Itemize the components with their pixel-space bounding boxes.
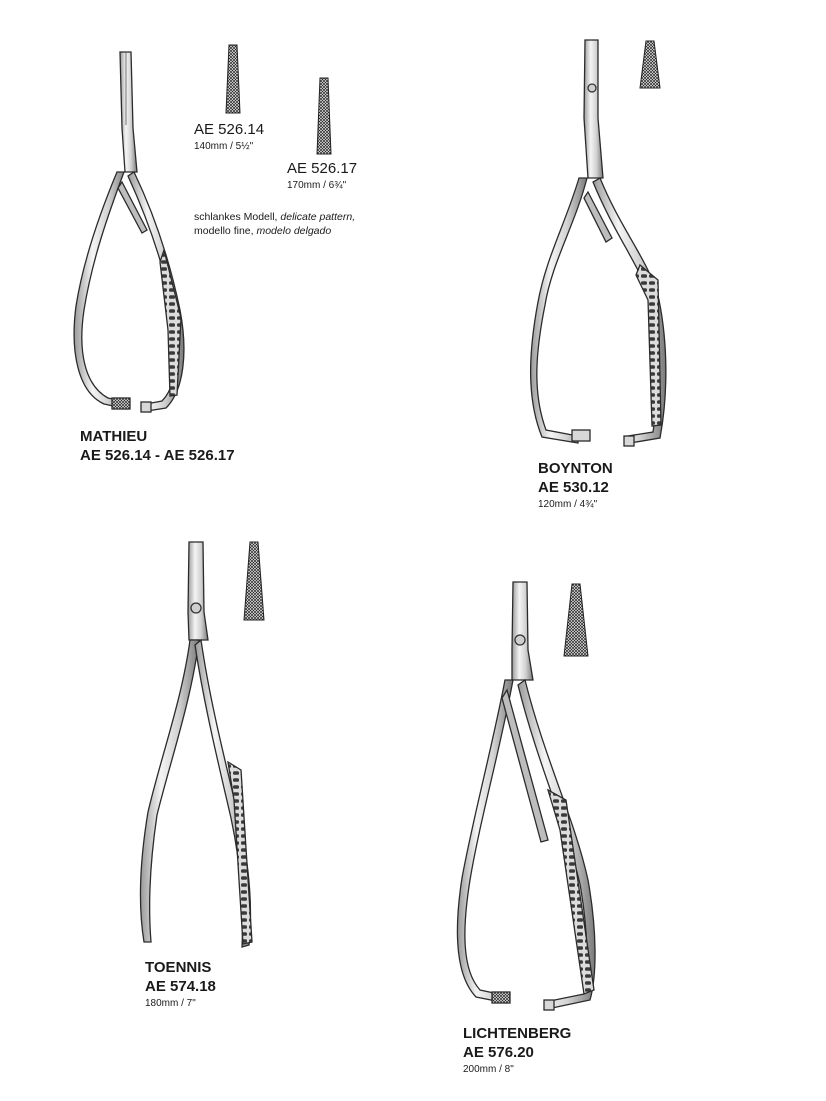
boynton-instrument-icon (531, 40, 666, 446)
product-name-toennis: TOENNIS (145, 959, 212, 976)
tip-icon-ae-526-14 (226, 45, 240, 113)
tip-icon-ae-576-20 (564, 584, 588, 656)
tip-icon-ae-574-18 (244, 542, 264, 620)
product-code-toennis: AE 574.18 (145, 978, 216, 995)
product-code-boynton: AE 530.12 (538, 479, 609, 496)
product-code-mathieu: AE 526.14 - AE 526.17 (80, 447, 235, 464)
boynton-caption (538, 459, 613, 510)
mathieu-instrument-icon (74, 52, 184, 412)
variant-size-140mm: 140mm / 5½" (194, 141, 254, 152)
tip-icon-ae-526-17 (317, 78, 331, 154)
product-size-lichtenberg: 200mm / 8" (463, 1064, 514, 1075)
mathieu-caption (80, 427, 235, 465)
product-size-toennis: 180mm / 7" (145, 998, 196, 1009)
variant-size-170mm: 170mm / 6¾" (287, 180, 347, 191)
product-name-boynton: BOYNTON (538, 460, 613, 477)
toennis-caption (145, 958, 216, 1009)
lichtenberg-caption (463, 1024, 571, 1075)
product-name-lichtenberg: LICHTENBERG (463, 1025, 572, 1042)
pattern-note-es: modelo delgado (256, 225, 332, 237)
pattern-note-en: delicate pattern, (280, 211, 356, 223)
pattern-note-line-2 (194, 224, 355, 238)
variant-code-ae-526-17: AE 526.17 (287, 160, 358, 177)
pattern-note-de: schlankes Modell, (194, 211, 278, 223)
variant-code-ae-526-14: AE 526.14 (194, 121, 265, 138)
tip-icon-ae-530-12 (640, 41, 660, 88)
pattern-note (194, 210, 355, 238)
product-size-boynton: 120mm / 4¾" (538, 499, 598, 510)
pattern-note-line-1 (194, 210, 355, 224)
product-code-lichtenberg: AE 576.20 (463, 1044, 534, 1061)
product-name-mathieu: MATHIEU (80, 428, 148, 445)
toennis-instrument-icon (141, 542, 252, 947)
pattern-note-it: modello fine, (194, 225, 254, 237)
